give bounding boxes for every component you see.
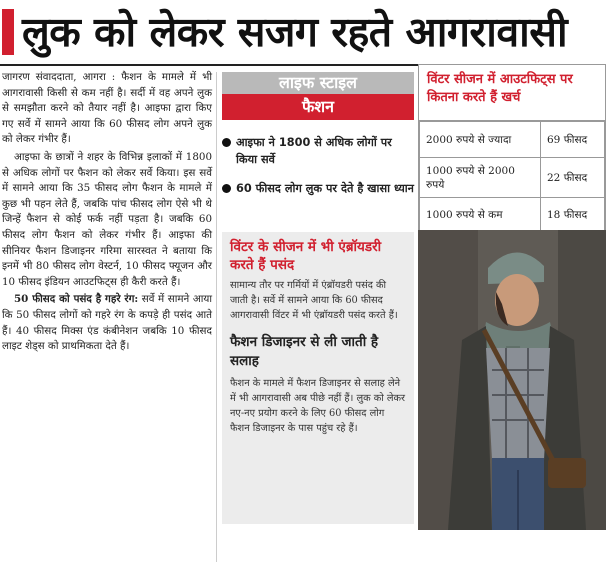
sidebar-box (222, 232, 414, 524)
table-cell-share: 69 फीसद (541, 122, 605, 158)
table-row (420, 122, 605, 158)
sidebar-text: सामान्य तौर पर गर्मियों में एंब्रॉयडरी पसंद की जाती है। सर्वे में सामने आया कि 60 फीसद आगरावासी विंटर में भी एंब्रॉयडरी पसंद करते हैं। (230, 280, 398, 321)
article-paragraph: जागरण संवाददाता, आगरा : फैशन के मामले में भी आगरावासी किसी से कम नहीं है। सर्दी में वह अपने लुक से समझौता करने को तैयार नहीं है। आइफा द्वारा किए गए सर्वे में सामने आया कि 60 फीसद लोग अपने लुक को लेकर गंभीर हैं। (2, 71, 212, 146)
headline-marker (2, 9, 14, 55)
section-tag-fashion: फैशन (222, 94, 414, 120)
section-tag-lifestyle: लाइफ स्टाइल (222, 72, 414, 94)
article-paragraph (2, 292, 212, 354)
table-cell-share: 22 फीसद (541, 158, 605, 198)
headline: लुक को लेकर सजग रहते आगरावासी (22, 7, 568, 56)
table-row (420, 198, 605, 232)
table-cell-range: 2000 रुपये से ज्यादा (420, 122, 541, 158)
table-cell-range: 1000 रुपये से 2000 रुपये (420, 158, 541, 198)
column-divider (216, 72, 217, 562)
fashion-model-photo (418, 230, 606, 530)
highlight-item: 60 फीसद लोग लुक पर देते है खासा ध्यान (222, 180, 414, 197)
spend-table-title: विंटर सीजन में आउटफिट्स पर कितना करते हैं खर्च (419, 65, 605, 121)
bullet-icon (222, 184, 231, 193)
article-paragraph: आइफा के छात्रों ने शहर के विभिन्न इलाकों में 1800 से अधिक लोगों पर फैशन को लेकर सर्वे किया। इस सर्वे में सामने आया कि 35 फीसद लोग फैशन के मामले में कुछ भी पहन लेते हैं, जबकि पांच फीसद लोग ऐसे भी थे जिन्हें फैशन से कोई फर्क नहीं पड़ता है। जबकि 60 फीसद लोग फैशन को लेकर गंभीर हैं। आइफा की सीनियर फैशन डिजाइनर गरिमा सारस्वत ने बताया कि इनमें भी 80 फीसद लोग वेस्टर्न, 10 फीसद फ्यूजन और 10 फीसद इंडियन आउटफिट्स ही कैरी करते हैं। (2, 150, 212, 288)
model-illustration (418, 230, 606, 530)
sidebar-text: फैशन के मामले में फैशन डिजाइनर से सलाह लेने में भी आगरावासी अब पीछे नहीं हैं। लुक को लेकर नए-नए प्रयोग करने के लिए 60 फीसद लोग फैशन डिजाइनर के पास पहुंच रहे हैं। (230, 378, 406, 434)
sidebar-heading: फैशन डिजाइनर से ली जाती है सलाह (230, 334, 379, 369)
article-body (2, 70, 212, 568)
bullet-icon (222, 138, 231, 147)
table-row (420, 158, 605, 198)
highlight-item: आइफा ने 1800 से अधिक लोगों पर किया सर्वे (222, 134, 414, 168)
headline-bar (0, 0, 606, 66)
spend-table-box (418, 64, 606, 234)
article-paragraph-text: सर्वे में सामने आया कि 50 फीसद लोगों को गहरे रंग के कपड़े ही पसंद आते हैं। 40 फीसद मिक्स एंड कंबीनेशन जबकि 10 फीसद लाइट शेड्स को प्राथमिकता देते हैं। (2, 293, 212, 353)
table-cell-share: 18 फीसद (541, 198, 605, 232)
spend-table (419, 121, 605, 232)
highlight-list (222, 134, 414, 197)
right-panel (418, 64, 606, 530)
section-tag-block (222, 72, 414, 230)
subhead-inline: 50 फीसद को पसंद है गहरे रंग: (14, 293, 139, 306)
sidebar-heading: विंटर के सीजन में भी एंब्रॉयडरी करते हैं पसंद (230, 239, 382, 273)
table-cell-range: 1000 रुपये से कम (420, 198, 541, 232)
